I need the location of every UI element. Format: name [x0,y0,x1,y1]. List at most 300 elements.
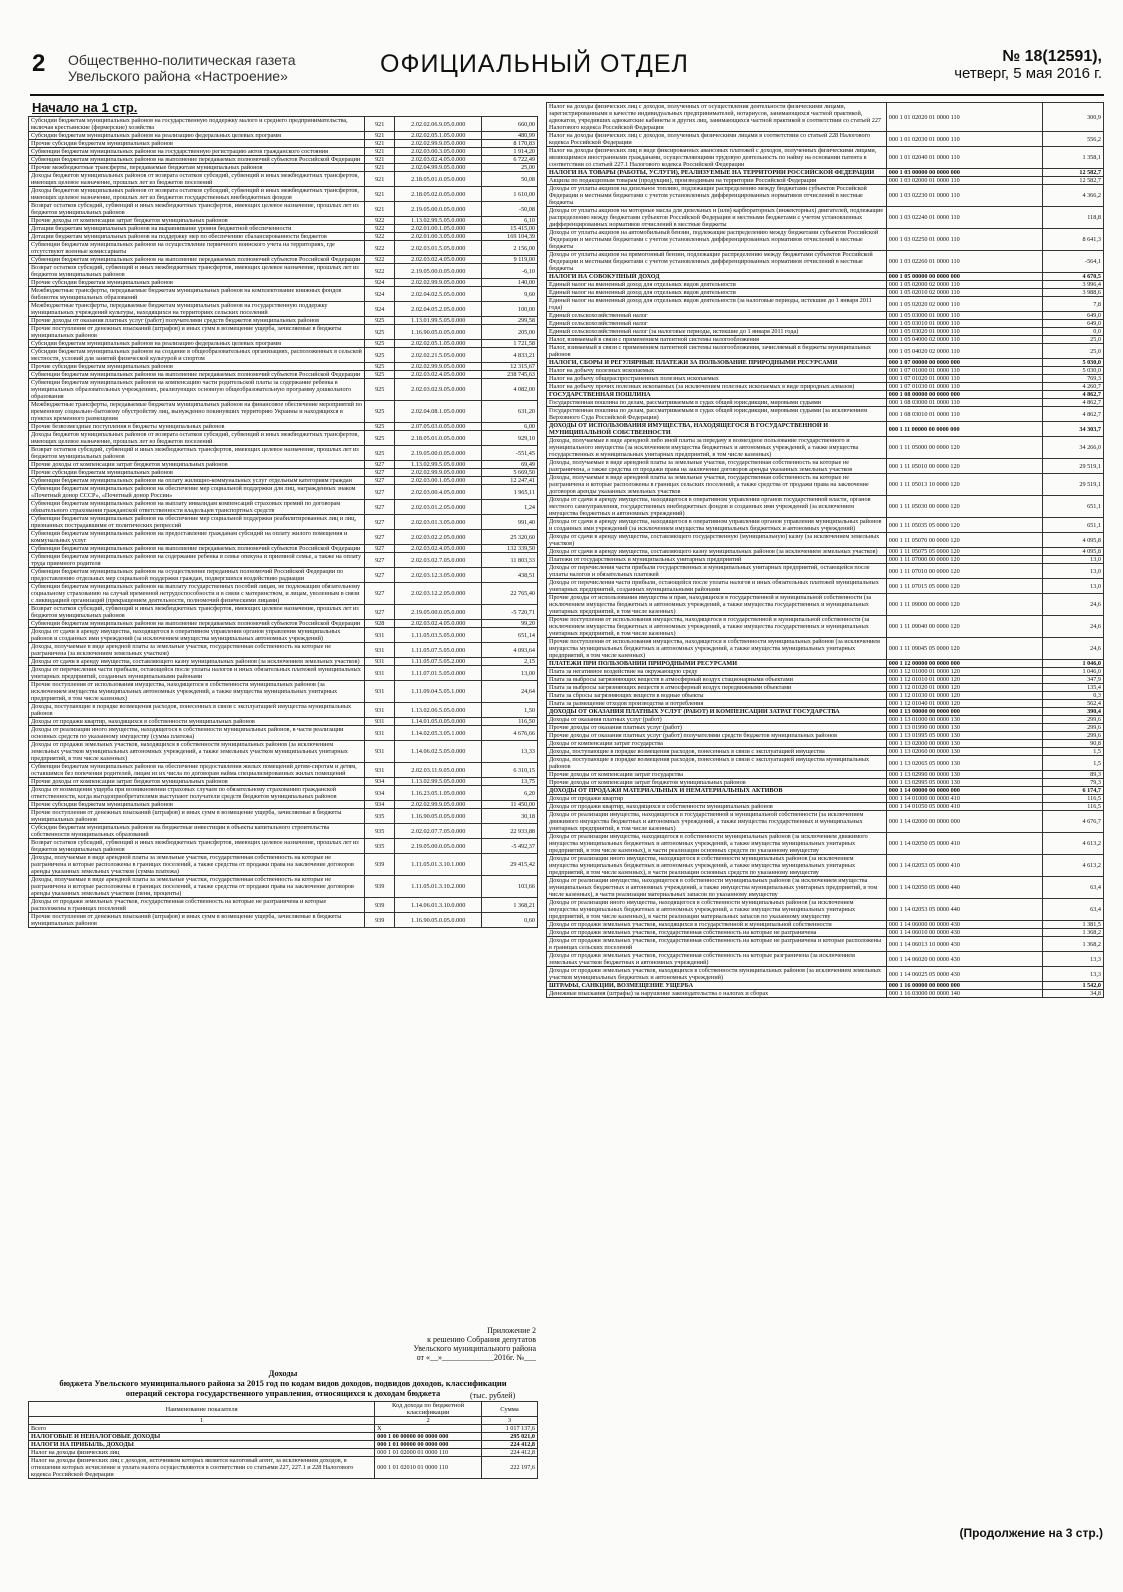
table-cell: -5 492,37 [482,839,538,854]
table-cell: 000 1 01 02010 01 0000 110 [375,1457,482,1479]
table-row [547,692,1104,700]
newspaper-name [68,52,296,84]
table-row [29,117,538,132]
table-cell: 000 1 14 00000 00 0000 000 [886,787,1042,795]
table-cell: 934 [364,778,395,786]
table-row [29,446,538,461]
table-row [29,217,538,225]
table-cell: Доходы от продажи квартир, находящихся в собственности муниципальных районов [29,718,365,726]
table-cell: 921 [364,187,395,202]
table-cell: 931 [364,718,395,726]
table-cell: -564,1 [1042,251,1103,273]
table-row [29,703,538,718]
table-row [547,320,1104,328]
appendix-note [360,1326,536,1362]
table-cell: 8 641,3 [1042,229,1103,251]
table-cell: 1.14.02.05.3.05.1.000 [395,726,482,741]
table-cell: -551,45 [482,446,538,461]
table-row [547,676,1104,684]
table-cell: 000 1 08 03010 01 0000 110 [886,407,1042,422]
table-cell: ДОХОДЫ ОТ ОКАЗАНИЯ ПЛАТНЫХ УСЛУГ (РАБОТ) И КОМПЕНСАЦИИ ЗАТРАТ ГОСУДАРСТВА [547,708,887,716]
table-cell: Субвенции бюджетам муниципальных районов на выплату государственных пособий лицам, не подлежащим обязательному социальному страхованию на случай временной нетрудоспособности и в связи с материнством, и лицам, уволенным в связи с ликвидацией организаций (прекращением деятельности, полномочий физическими лицами) [29,583,365,605]
table-cell: 205,00 [482,325,538,340]
table-cell: 4 082,00 [482,379,538,401]
table-cell: 2.02.02.99.9.05.0.000 [395,140,482,148]
table-cell: Доходы от продажи земельных участков, находящихся в собственности муниципальных районов (за исключением земельных участков муниципальных автономных учреждений, а также земельных участков муниципальных унитарных предприятий, в том числе казенных) [29,741,365,763]
table-cell: 24,6 [1042,594,1103,616]
table-row [29,172,538,187]
table-row [547,616,1104,638]
table-cell: 29 519,1 [1042,474,1103,496]
table-cell: 000 1 01 00000 00 0000 000 [375,1441,482,1449]
table-cell: Доходы бюджетов муниципальных районов от возврата остатков субсидий, субвенций и иных межбюджетных трансфертов, имеющих целевое назначение, прошлых лет из бюджетов поселений [29,431,365,446]
table-row [29,287,538,302]
table-cell: Доходы от продажи земельных участков, находящихся в собственности муниципальных районов (за исключением земельных участков муниципальных бюджетных и автономных учреждений) [547,967,887,982]
table-cell: 1.11.05.07.5.05.0.000 [395,643,482,658]
table-cell: 2.19.05.00.0.05.0.000 [395,605,482,620]
table-cell: 562,4 [1042,700,1103,708]
table-cell: Доходы от компенсации затрат государства [547,740,887,748]
table-row [29,1425,538,1433]
table-cell: 63,4 [1042,877,1103,899]
table-row [29,423,538,431]
table-cell: 2.02.03.01.3.05.0.000 [395,515,482,530]
table-cell: 1 358,1 [1042,147,1103,169]
table-cell: 000 1 13 01000 00 0000 130 [886,716,1042,724]
table-cell: Дотации бюджетам муниципальных районов на выравнивание уровня бюджетной обеспеченности [29,225,365,233]
table-cell: 1 017 137,6 [482,1425,538,1433]
table-row [547,391,1104,399]
table-row [547,375,1104,383]
table-cell: 29 519,1 [1042,459,1103,474]
table-cell: 000 1 05 02020 02 0000 110 [886,297,1042,312]
table-cell: 769,3 [1042,375,1103,383]
table-cell: Единый сельскохозяйственный налог (за налоговые периоды, истекшие до 1 января 2011 года) [547,328,887,336]
table-cell: Доходы от перечисления части прибыли, остающейся после уплаты налогов и иных обязательных платежей муниципальных унитарных предприятий, созданных муниципальными районами [547,579,887,594]
table-cell: -5 720,71 [482,605,538,620]
table-cell: Налог на добычу полезных ископаемых [547,367,887,375]
table-cell: 63,4 [1042,899,1103,921]
table-row [29,741,538,763]
table-row [29,340,538,348]
table-row [29,233,538,241]
table-cell: 2.02.03.02.4.05.0.000 [395,371,482,379]
income-title [28,1368,538,1398]
table-cell: Доходы от уплаты акцизов на автомобильный бензин, подлежащие распределению между бюджетами субъектов Российской Федерации и местными бюджетами с учетом установленных дифференцированных нормативов отчислений в местные бюджеты [547,229,887,251]
table-cell: 29 415,42 [482,854,538,876]
table-cell: ПЛАТЕЖИ ПРИ ПОЛЬЗОВАНИИ ПРИРОДНЫМИ РЕСУРСАМИ [547,660,887,668]
table-cell: Субсидии бюджетам муниципальных районов на бюджетные инвестиции в объекты капитального строительства собственности муниципальных образований [29,824,365,839]
table-row [29,839,538,854]
table-cell: 1 381,5 [1042,921,1103,929]
table-cell: 000 1 05 02010 02 0000 110 [886,289,1042,297]
table-cell: 000 1 07 00000 00 0000 000 [886,359,1042,367]
table-row [547,312,1104,320]
table-row [29,379,538,401]
table-cell: ДОХОДЫ ОТ ИСПОЛЬЗОВАНИЯ ИМУЩЕСТВА, НАХОДЯЩЕГОСЯ В ГОСУДАРСТВЕННОЙ И МУНИЦИПАЛЬНОЙ СОБСТВЕННОСТИ [547,422,887,437]
table-cell: 15 415,00 [482,225,538,233]
table-cell: Единый налог на вмененный доход для отдельных видов деятельности [547,281,887,289]
table-cell: 0,3 [1042,692,1103,700]
table-cell: 224 412,8 [482,1449,538,1457]
table-cell: 000 1 13 02995 05 0000 130 [886,779,1042,787]
table-cell: Возврат остатков субсидий, субвенций и иных межбюджетных трансфертов, имеющих целевое назначение, прошлых лет из бюджетов муниципальных районов [29,839,365,854]
income-unit: (тыс. рублей) [470,1391,516,1400]
table-cell: Единый налог на вмененный доход для отдельных видов деятельности (за налоговые периоды, истекшие до 1 января 2011 года) [547,297,887,312]
table-cell: Доходы от продажи земельных участков, государственная собственность на которые не разграничена и которые расположены в границах сельских поселений [547,937,887,952]
table-row [29,515,538,530]
table-cell: 89,3 [1042,771,1103,779]
table-cell: 2.18.05.02.0.05.0.000 [395,187,482,202]
issue-info [954,48,1102,82]
table-cell: 4 862,7 [1042,391,1103,399]
table-cell: 925 [364,446,395,461]
income-col-num1: 1 [29,1417,375,1425]
table-row [547,967,1104,982]
table-cell: 222 197,6 [482,1457,538,1479]
table-cell: 1.14.06.01.3.10.0.000 [395,898,482,913]
table-cell: 4 095,8 [1042,533,1103,548]
table-cell: 1 046,0 [1042,668,1103,676]
table-row [547,533,1104,548]
table-cell: 2.02.03.02.4.05.0.000 [395,620,482,628]
table-cell: Доходы бюджетов муниципальных районов от возврата остатков субсидий, субвенций и иных межбюджетных трансфертов, имеющих целевое назначение, прошлых лет из бюджетов поселений [29,172,365,187]
table-cell: 927 [364,605,395,620]
table-cell: 25,0 [1042,344,1103,359]
table-cell: Прочие субсидии бюджетам муниципальных районов [29,469,365,477]
table-cell: 000 1 03 02250 01 0000 110 [886,229,1042,251]
table-cell: НАЛОГИ НА ТОВАРЫ (РАБОТЫ, УСЛУГИ), РЕАЛИЗУЕМЫЕ НА ТЕРРИТОРИИ РОССИЙСКОЙ ФЕДЕРАЦИИ [547,169,887,177]
table-cell: 000 1 14 02050 05 0000 410 [886,833,1042,855]
table-cell: 25,0 [1042,336,1103,344]
continued-note: (Продолжение на 3 стр.) [959,1526,1103,1540]
table-cell: Доходы от реализации иного имущества, находящегося в собственности муниципальных районов (за исключением имущества муниципальных бюджетных и автономных учреждений, а также имущества муниципальных унитарных предприятий, в том числе казенных), в части реализации основных средств по указанному имуществу [547,855,887,877]
table-cell: Доходы от продажи земельных участков, государственная собственность на которые разграничена (за исключением земельных участков бюджетных и автономных учреждений) [547,952,887,967]
table-row [547,877,1104,899]
table-cell: 169 104,39 [482,233,538,241]
table-cell: 000 1 13 00000 00 0000 000 [886,708,1042,716]
table-cell: 13,33 [482,741,538,763]
table-cell: 11 803,33 [482,553,538,568]
table-cell: 921 [364,140,395,148]
table-row [547,921,1104,929]
table-cell: 4 676,66 [482,726,538,741]
table-cell: 000 1 01 02040 01 0000 110 [886,147,1042,169]
table-row [547,708,1104,716]
table-cell: 000 1 11 07010 00 0000 120 [886,564,1042,579]
table-cell: Прочие доходы от компенсации затрат бюджетов муниципальных районов [29,217,365,225]
table-cell: 660,00 [482,117,538,132]
table-cell: 4 095,8 [1042,548,1103,556]
table-row [547,803,1104,811]
table-cell: Субвенции бюджетам муниципальных районов на содержание ребенка в семье опекуна и приемной семье, а также на оплату труда приемного родителя [29,553,365,568]
table-cell: 931 [364,681,395,703]
table-cell: 6,20 [482,786,538,801]
table-cell: 000 1 11 00000 00 0000 000 [886,422,1042,437]
table-cell: 2.02.02.99.9.05.0.000 [395,469,482,477]
table-cell: 935 [364,809,395,824]
table-row [29,500,538,515]
table-row [547,422,1104,437]
table-cell: 2.02.03.11.9.05.0.000 [395,763,482,778]
table-cell: 2.02.03.12.3.05.0.000 [395,568,482,583]
table-row [29,348,538,363]
table-row [29,1449,538,1457]
table-cell: Прочие доходы от компенсации затрат государства [547,771,887,779]
table-cell: 2.02.03.02.2.05.0.000 [395,530,482,545]
table-cell: Прочие поступления от использования имущества, находящегося в государственной и муниципальной собственности (за исключением имущества бюджетных и автономных учреждений, а также имущества государственных и муниципальных унитарных предприятий, в том числе казенных) [547,616,887,638]
table-cell: Субвенции бюджетам муниципальных районов на выполнение передаваемых полномочий субъектов Российской Федерации [29,256,365,264]
table-cell: 922 [364,241,395,256]
table-cell: 8 170,83 [482,140,538,148]
table-cell: 118,8 [1042,207,1103,229]
table-cell: Доходы от сдачи в аренду имущества, составляющего государственную (муниципальную) казну (за исключением земельных участков) [547,533,887,548]
table-cell: 34 303,7 [1042,422,1103,437]
table-cell: 2.02.04.08.1.05.0.000 [395,401,482,423]
table-cell: Прочие поступления от использования имущества, находящегося в собственности муниципальных районов (за исключением имущества муниципальных автономных учреждений, а также имущества муниципальных унитарных предприятий, в том числе казенных) [29,681,365,703]
table-cell: Субвенции бюджетам муниципальных районов на оплату жилищно-коммунальных услуг отдельным категориям граждан [29,477,365,485]
table-cell: 1,50 [482,703,538,718]
table-cell: 927 [364,469,395,477]
table-cell: Единый сельскохозяйственный налог [547,312,887,320]
table-cell: 925 [364,431,395,446]
table-cell: 000 1 14 06010 00 0000 430 [886,929,1042,937]
table-cell: 000 1 11 05030 00 0000 120 [886,496,1042,518]
table-cell: 90,8 [1042,740,1103,748]
table-cell: 000 1 05 03010 01 0000 110 [886,320,1042,328]
table-cell: Единый сельскохозяйственный налог [547,320,887,328]
table-cell: 000 1 14 02053 05 0000 440 [886,899,1042,921]
table-cell: 2.02.03.02.7.05.0.000 [395,553,482,568]
table-cell: 556,2 [1042,132,1103,147]
income-col-code: Код дохода по бюджетной классификации [375,1402,482,1417]
table-cell: Налог на доходы физических лиц в виде фиксированных авансовых платежей с доходов, полученных физическими лицами, являющимися иностранными гражданами, осуществляющими трудовую деятельность по найму на основании патента в соответствии со статьей 227.1 Налогового кодекса Российской Федерации [547,147,887,169]
table-cell: Субвенции бюджетам муниципальных районов на компенсацию части родительской платы за содержание ребенка в муниципальных образовательных учреждениях, реализующих основную общеобразовательную программу дошкольного образования [29,379,365,401]
table-cell: 921 [364,132,395,140]
table-row [547,668,1104,676]
table-cell: Субвенции бюджетам муниципальных районов на предоставление гражданам субсидий на оплату жилого помещения и коммунальных услуг [29,530,365,545]
table-cell: 927 [364,485,395,500]
table-cell: 2.02.03.12.2.05.0.000 [395,583,482,605]
table-cell: 2.07.05.03.0.05.0.000 [395,423,482,431]
table-cell: 000 1 14 06025 05 0000 430 [886,967,1042,982]
table-row [547,328,1104,336]
table-cell: 1.13.01.99.5.05.0.000 [395,317,482,325]
table-row [547,399,1104,407]
table-cell: 925 [364,340,395,348]
table-row [29,553,538,568]
table-row [547,756,1104,771]
table-cell: Налог, взимаемый в связи с применением патентной системы налогообложения, зачисляемый в бюджеты муниципальных районов [547,344,887,359]
table-cell: 11 450,00 [482,801,538,809]
table-row [29,658,538,666]
table-cell: 000 1 13 01995 05 0000 130 [886,732,1042,740]
table-row [547,474,1104,496]
table-cell: 922 [364,233,395,241]
table-cell: 1.13.02.99.5.05.0.000 [395,217,482,225]
table-cell: 929,10 [482,431,538,446]
table-row [547,638,1104,660]
table-cell: Субсидии бюджетам муниципальных районов на государственную поддержку малого и среднего предпринимательства, включая крестьянские (фермерские) хозяйства [29,117,365,132]
table-cell: Денежные взыскания (штрафы) за нарушение законодательства о налогах и сборах [547,990,887,998]
table-cell: Прочие доходы от компенсации затрат бюджетов муниципальных районов [29,461,365,469]
table-cell: Доходы, поступающие в порядке возмещения расходов, понесенных в связи с эксплуатацией имущества муниципальных районов [29,703,365,718]
table-row [29,778,538,786]
table-cell: 2.02.03.01.5.05.0.000 [395,241,482,256]
table-cell: 2,15 [482,658,538,666]
table-cell: 000 1 11 07015 05 0000 120 [886,579,1042,594]
table-cell: 100,00 [482,302,538,317]
table-cell: 9 119,00 [482,256,538,264]
table-cell: 25,00 [482,164,538,172]
table-cell: 000 1 07 01020 01 0000 110 [886,375,1042,383]
table-cell: 939 [364,854,395,876]
table-cell: 116,50 [482,718,538,726]
table-cell: -50,08 [482,202,538,217]
table-cell: 1.14.06.02.5.05.0.000 [395,741,482,763]
table-cell: 1.13.02.99.5.05.0.000 [395,461,482,469]
table-cell: Прочие доходы от использования имущества и прав, находящихся в государственной и муниципальной собственности (за исключением имущества бюджетных и автономных учреждений, а также имущества государственных и муниципальных унитарных предприятий, в том числе казенных) [547,594,887,616]
table-cell: 000 1 11 05075 05 0000 120 [886,548,1042,556]
table-cell: 4 613,2 [1042,855,1103,877]
table-cell: Субвенции бюджетам муниципальных районов на обеспечение мер социальной поддержки для лиц, награжденных знаком «Почетный донор СССР», «Почетный донор России» [29,485,365,500]
table-cell: 000 1 03 00000 00 0000 000 [886,169,1042,177]
table-row [547,383,1104,391]
table-row [29,477,538,485]
table-cell: 6,00 [482,423,538,431]
table-row [547,251,1104,273]
table-cell: Доходы от уплаты акцизов на моторные масла для дизельных и (или) карбюраторных (инжекторных) двигателей, подлежащие распределению между бюджетами субъектов Российской Федерации и местными бюджетами с учетом установленных дифференцированных нормативов отчислений в местные бюджеты [547,207,887,229]
table-cell: НАЛОГИ НА СОВОКУПНЫЙ ДОХОД [547,273,887,281]
table-cell: 925 [364,363,395,371]
table-cell: -6,10 [482,264,538,279]
table-cell: Прочие поступления от денежных взысканий (штрафов) и иных сумм в возмещение ущерба, зачисляемые в бюджеты муниципальных районов [29,913,365,928]
table-cell: 2.02.03.01.2.05.0.000 [395,500,482,515]
table-cell: 649,0 [1042,320,1103,328]
table-cell: 1 542,0 [1042,982,1103,990]
table-cell: 4 260,7 [1042,383,1103,391]
table-row [547,952,1104,967]
table-cell: 1.13.02.99.5.05.0.000 [395,778,482,786]
table-cell: Доходы от реализации имущества, находящегося в собственности муниципальных районов (за исключением движимого имущества муниципальных бюджетных и автономных учреждений, а также имущества муниципальных унитарных предприятий, в том числе казенных), в части реализации основных средств по указанному имуществу [547,833,887,855]
appendix-line3: Увельского муниципального района [413,1344,536,1353]
table-row [29,279,538,287]
table-cell: Доходы от продажи квартир [547,795,887,803]
table-row [29,363,538,371]
table-cell: 924 [364,279,395,287]
table-row [547,147,1104,169]
table-row [547,724,1104,732]
table-cell: Доходы от реализации иного имущества, находящегося в собственности муниципальных районов (за исключением имущества муниципальных бюджетных и автономных учреждений, а также имущества муниципальных унитарных предприятий, в том числе казенных), в части реализации материальных запасов по указанному имуществу [547,899,887,921]
table-cell: 4 093,64 [482,643,538,658]
table-cell: Межбюджетные трансферты, передаваемые бюджетам муниципальных районов на финансовое обеспечение мероприятий по временному социально-бытовому обустройству лиц, вынужденно покинувших территорию Украины и находящихся в пунктах временного размещения [29,401,365,423]
income-title1: Доходы [268,1368,298,1378]
table-cell: Доходы от перечисления части прибыли, остающейся после уплаты налогов и иных обязательных платежей муниципальных унитарных предприятий, созданных муниципальными районами [29,666,365,681]
table-cell: 000 1 13 02000 00 0000 130 [886,740,1042,748]
table-cell: Плата за выбросы загрязняющих веществ в атмосферный воздух передвижными объектами [547,684,887,692]
table-cell: 135,4 [1042,684,1103,692]
table-cell: 7,8 [1042,297,1103,312]
table-row [29,854,538,876]
table-cell: 939 [364,913,395,928]
table-cell: Прочие доходы от компенсации затрат бюджетов муниципальных районов [29,778,365,786]
table-cell: 2.02.03.02.4.05.0.000 [395,545,482,553]
table-cell: 000 1 03 02240 01 0000 110 [886,207,1042,229]
table-cell: 651,14 [482,628,538,643]
table-row [547,795,1104,803]
table-row [547,169,1104,177]
table-cell: 000 1 11 09040 00 0000 120 [886,616,1042,638]
table-row [547,929,1104,937]
table-row [29,461,538,469]
table-cell: 922 [364,256,395,264]
income-col-sum: Сумма [482,1402,538,1417]
table-cell: 921 [364,202,395,217]
table-row [29,469,538,477]
table-cell: 991,40 [482,515,538,530]
table-cell: 000 1 08 03000 01 0000 110 [886,399,1042,407]
table-row [29,620,538,628]
table-cell: 13,3 [1042,952,1103,967]
table-cell: 000 1 12 01040 01 0000 120 [886,700,1042,708]
table-cell: Доходы от продажи земельных участков, находящихся в государственной и муниципальной собственности [547,921,887,929]
table-cell: 2.02.01.00.1.05.0.000 [395,225,482,233]
table-cell: Прочие поступления от денежных взысканий (штрафов) и иных сумм в возмещение ущерба, зачисляемые в бюджеты муниципальных районов [29,325,365,340]
table-cell: 935 [364,824,395,839]
table-cell: Доходы от оказания платных услуг (работ) [547,716,887,724]
table-row [547,336,1104,344]
table-cell: 2.02.02.07.7.05.0.000 [395,824,482,839]
table-cell: Налог на доходы физических лиц [29,1449,375,1457]
table-cell: Доходы, получаемые в виде арендной платы за земельные участки, государственная собственность на которые не разграничена (за исключением земельных участков) [29,643,365,658]
table-cell: 000 1 14 02050 05 0000 440 [886,877,1042,899]
table-cell: 927 [364,530,395,545]
table-cell: 4 862,7 [1042,407,1103,422]
table-row [547,459,1104,474]
table-cell: 13,0 [1042,564,1103,579]
table-cell: 931 [364,726,395,741]
table-cell: 2.02.02.05.1.05.0.000 [395,340,482,348]
table-cell: 927 [364,500,395,515]
table-cell: Возврат остатков субсидий, субвенций и иных межбюджетных трансфертов, имеющих целевое назначение, прошлых лет из бюджетов муниципальных районов [29,605,365,620]
table-cell: 238 745,63 [482,371,538,379]
table-row [29,583,538,605]
appendix-line4: от «__»_____________2016г. №___ [416,1353,536,1362]
table-row [29,545,538,553]
table-cell: 925 [364,423,395,431]
table-cell: 000 1 03 02260 01 0000 110 [886,251,1042,273]
table-row [547,564,1104,579]
table-cell: ДОХОДЫ ОТ ПРОДАЖИ МАТЕРИАЛЬНЫХ И НЕМАТЕРИАЛЬНЫХ АКТИВОВ [547,787,887,795]
table-cell: Налог на доходы физических лиц с доходов, полученных физическими лицами в соответствии со статьей 228 Налогового кодекса Российской Федерации [547,132,887,147]
table-cell: 928 [364,620,395,628]
table-cell: Плата за размещение отходов производства и потребления [547,700,887,708]
table-cell: 1,5 [1042,748,1103,756]
table-cell: НАЛОГОВЫЕ И НЕНАЛОГОВЫЕ ДОХОДЫ [29,1433,375,1441]
table-cell: 4 670,5 [1042,273,1103,281]
table-cell: Плата за сбросы загрязняющих веществ в водные объекты [547,692,887,700]
table-cell: 69,49 [482,461,538,469]
table-cell: 927 [364,553,395,568]
right-table [546,102,1104,998]
table-cell: Субвенции бюджетам муниципальных районов на выполнение передаваемых полномочий субъектов Российской Федерации [29,545,365,553]
table-cell: 1.16.23.05.1.05.0.000 [395,786,482,801]
table-cell: 000 1 05 02000 02 0000 110 [886,281,1042,289]
table-cell: 140,00 [482,279,538,287]
table-cell: 935 [364,839,395,854]
table-cell: 2.02.02.05.1.05.0.000 [395,132,482,140]
table-cell: 13,0 [1042,579,1103,594]
